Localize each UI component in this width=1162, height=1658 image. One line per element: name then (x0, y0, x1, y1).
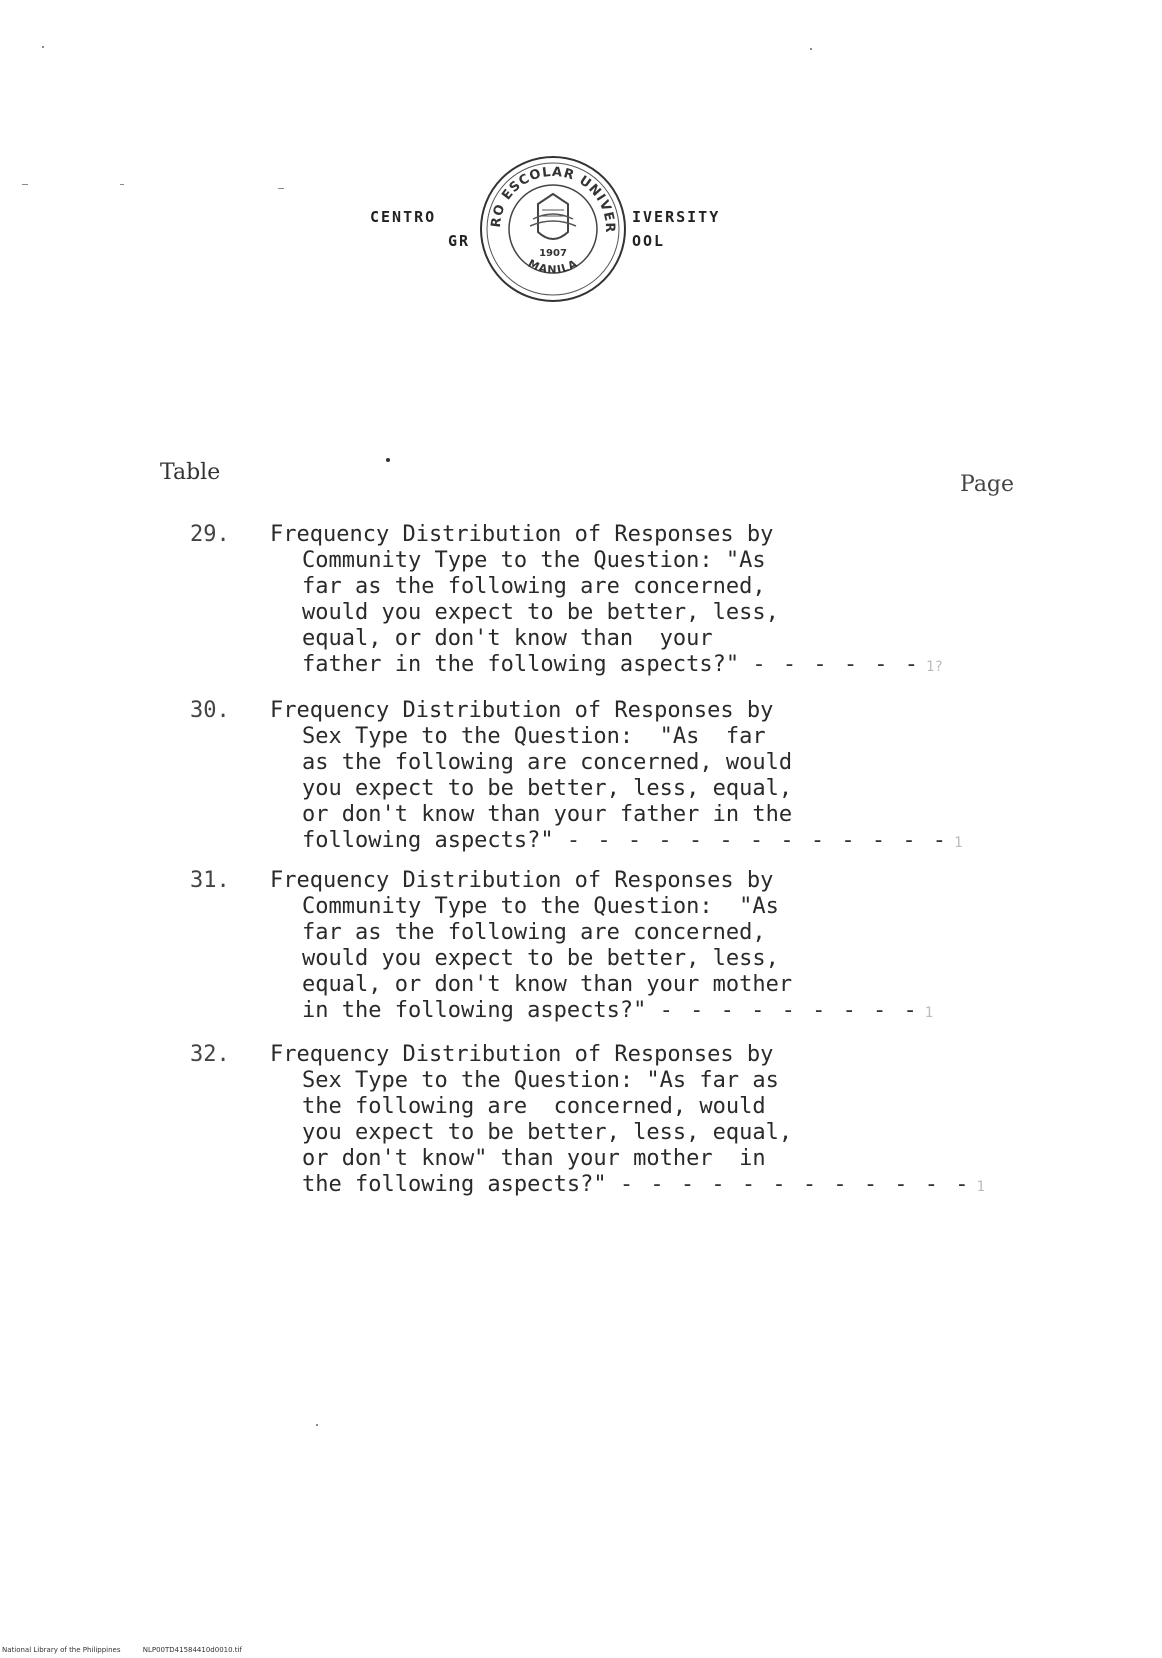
scan-speck (316, 1424, 318, 1426)
entry-line: you expect to be better, less, equal, (302, 776, 793, 801)
footer-filename: NLP00TD41584410d0010.tif (142, 1646, 242, 1654)
entry-line: far as the following are concerned, (302, 920, 766, 945)
entry-line: Sex Type to the Question: "As far as (302, 1068, 779, 1093)
dot-leader: - - - - - - (752, 652, 921, 677)
entry-line: equal, or don't know than your mother (302, 972, 793, 997)
table-number: 32. (190, 1042, 230, 1067)
entry-line: Community Type to the Question: "As (302, 894, 779, 919)
dot-leader: - - - - - - - - - (659, 998, 919, 1023)
scan-speck (278, 188, 284, 189)
scan-footer (2, 1646, 242, 1654)
table-number: 29. (190, 522, 230, 547)
scan-speck (42, 46, 44, 48)
footer-library: National Library of the Philippines (2, 1646, 121, 1654)
entry-line: Community Type to the Question: "As (302, 548, 766, 573)
table-column-header: Table (160, 460, 221, 485)
entry-line: far as the following are concerned, (302, 574, 766, 599)
scan-speck (22, 184, 28, 185)
entry-line-last (270, 998, 933, 1024)
letterhead-text-left: CENTRO (370, 208, 437, 226)
seal-year: 1907 (539, 248, 567, 259)
dot-leader: - - - - - - - - - - - - - (566, 828, 949, 853)
university-seal-icon (478, 154, 628, 304)
page-column-header: Page (960, 472, 1015, 497)
entry-line-text: in the following aspects?" (302, 998, 647, 1023)
entry-line-text: following aspects?" (302, 828, 554, 853)
page-number: 1? (926, 659, 943, 675)
entry-line: Frequency Distribution of Responses by (270, 1042, 774, 1067)
seal-city: MANILA (525, 256, 581, 277)
entry-line: Frequency Distribution of Responses by (270, 522, 774, 547)
entry-line-text: the following aspects?" (302, 1172, 607, 1197)
entry-line: as the following are concerned, would (302, 750, 793, 775)
entry-line: Frequency Distribution of Responses by (270, 868, 774, 893)
table-number: 30. (190, 698, 230, 723)
entry-line: Frequency Distribution of Responses by (270, 698, 774, 723)
scan-speck (120, 184, 124, 185)
entry-line: or don't know than your father in the (302, 802, 793, 827)
page-number: 1 (954, 835, 963, 851)
letterhead-text-left-2: GR (448, 232, 471, 250)
entry-line: or don't know" than your mother in (302, 1146, 766, 1171)
entry-line-last (270, 1172, 985, 1198)
letterhead (370, 164, 760, 320)
entry-line-text: father in the following aspects?" (302, 652, 740, 677)
entry-line: would you expect to be better, less, (302, 946, 779, 971)
table-number: 31. (190, 868, 230, 893)
letterhead-text-right-2: OOL (632, 232, 666, 250)
entry-line: the following are concerned, would (302, 1094, 766, 1119)
dot-leader: - - - - - - - - - - - - (619, 1172, 971, 1197)
entry-line: equal, or don't know than your (302, 626, 713, 651)
page-number: 1 (924, 1005, 934, 1021)
entry-line-last (270, 652, 943, 678)
page-number: 1 (976, 1179, 985, 1195)
entry-line: you expect to be better, less, equal, (302, 1120, 793, 1145)
entry-line: Sex Type to the Question: "As far (302, 724, 766, 749)
scan-dot (386, 458, 390, 462)
seal-text: RO ESCOLAR UNIVER (488, 164, 618, 234)
letterhead-text-right: IVERSITY (632, 208, 721, 226)
entry-line: would you expect to be better, less, (302, 600, 779, 625)
entry-line-last (270, 828, 963, 854)
scan-speck (810, 48, 812, 50)
